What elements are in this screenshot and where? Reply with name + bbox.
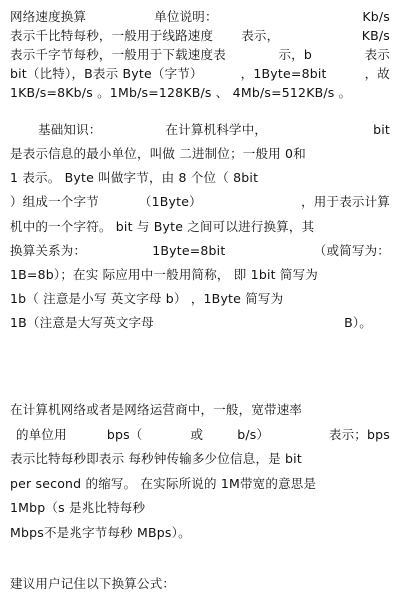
text-line [10,84,390,103]
text-segment: 1B（注意是大写英文字母 [10,315,154,331]
text-segment: 建议用户记住以下换算公式： [10,576,176,591]
text-segment: bit（比特），B表示 Byte（字节） [10,66,203,82]
text-line [10,191,390,215]
text-segment: 1b（ 注意是小写 英文字母 b） ，1Byte 简写为 [10,291,284,307]
text-segment: KB/s [361,28,390,44]
text-segment: （或简写为： [313,242,390,258]
text-segment: 1Byte=8bit [152,242,226,258]
text-line [10,239,390,263]
text-segment: 1Mbp（s 是兆比特每秒 [10,500,146,515]
text-segment: ）组成一个字节 [10,194,99,210]
text-segment: Kb/s [362,9,390,25]
text-segment: 在计算机网络或者是网络运营商中，一般，宽带速率 [10,402,303,417]
text-segment: 表示千比特每秒，一般用于线路速度 [10,28,214,44]
text-segment: 表示比特每秒即表示 每秒钟传输多少位信息，是 bit [10,451,302,466]
text-segment: B）。 [344,315,372,331]
section-heading: 网络速度换算 [10,9,87,25]
text-line [10,423,390,448]
section-heading: 基础知识： [38,121,102,137]
text-segment: 换算关系为： [10,242,87,258]
text-line [10,287,390,311]
text-segment: 表示 [364,47,391,63]
text-line [10,472,390,497]
text-segment: ，故 [364,66,391,82]
text-line [10,263,390,287]
text-segment: b/s） [237,426,270,442]
text-line [10,447,390,472]
text-line [10,578,390,591]
text-segment: 是表示信息的最小单位，叫做 二进制位；一般用 0和 [10,146,306,162]
text-line [10,118,390,142]
text-segment: 的单位用 [16,426,67,442]
text-segment: ，用于表示计算 [301,194,390,210]
text-line [10,496,390,521]
text-segment: 单位说明： [154,9,218,25]
text-segment: Mbps不是兆字节每秒 MBps）。 [10,524,191,540]
text-line [10,166,390,190]
intro-paragraph [10,8,390,103]
network-paragraph [10,398,390,545]
text-segment: 机中的一个字符。 bit 与 Byte 之间可以进行换算，其 [10,218,315,234]
text-segment: bps（ [106,426,143,442]
text-line [10,521,390,546]
text-line [10,215,390,239]
text-segment: 表示千字节每秒，一般用于下载速度表 [10,47,226,63]
text-line [10,46,390,65]
text-line [10,8,390,27]
closing-paragraph [10,578,390,591]
text-segment: 表示；bps [328,426,390,442]
text-segment: 或 [190,426,204,442]
text-line [10,27,390,46]
text-segment: ，1Byte=8bit [240,66,327,82]
basics-paragraph [10,118,390,336]
text-segment: 1 表示。 Byte 叫做字节，由 8 个位（ 8bit [10,170,259,186]
text-segment: 在计算机科学中， [165,121,268,137]
text-segment: 示，b [278,47,313,63]
text-segment: 1KB/s=8Kb/s 。1Mb/s=128KB/s 、 4Mb/s=512KB/s 。 [10,85,352,101]
text-line [10,312,390,336]
text-segment: 1B=8b）；在实 际应用中一般用简称， 即 1bit 简写为 [10,266,318,282]
text-segment: per second 的缩写。 在实际所说的 1M带宽的意思是 [10,475,317,491]
text-segment: bit [373,121,390,137]
text-segment: （1Byte） [138,194,202,210]
text-line [10,65,390,84]
text-line [10,142,390,166]
text-segment: 表示， [241,28,280,44]
text-line [10,398,390,423]
